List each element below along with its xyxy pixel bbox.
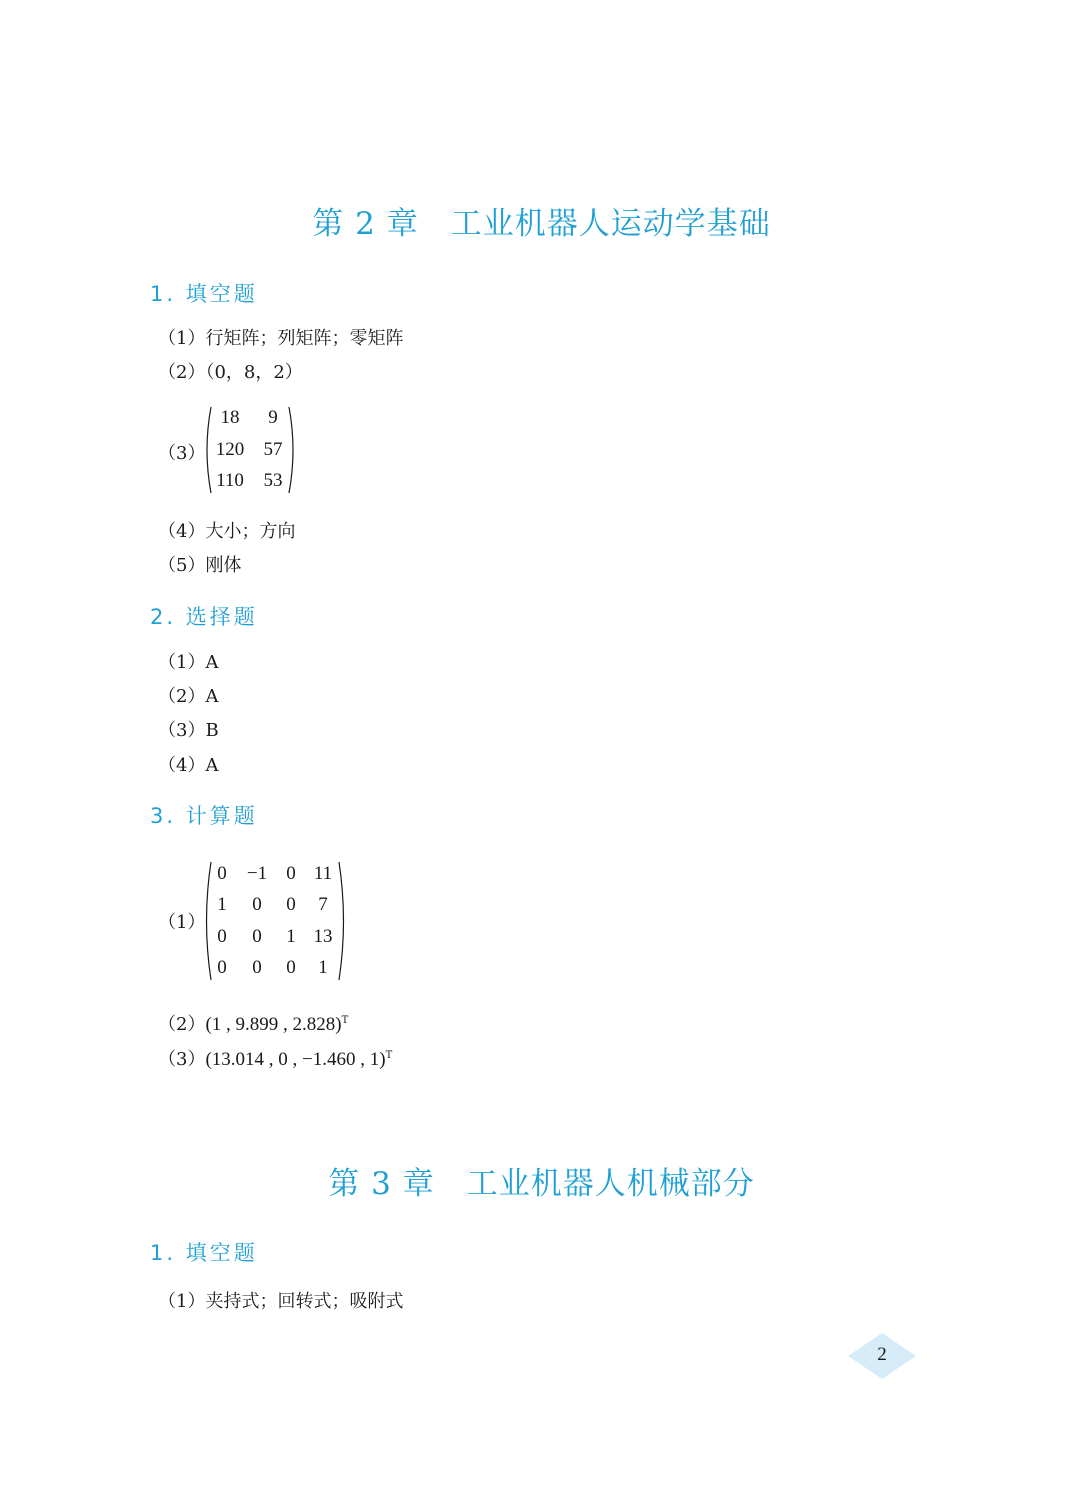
- matrix-4x4: [200, 859, 350, 983]
- transpose-mark: T: [341, 1015, 349, 1026]
- matrix-cell: 0: [252, 894, 262, 915]
- matrix-cell: 11: [313, 863, 333, 884]
- answer-line: （4）大小；方向: [158, 521, 296, 542]
- matrix-cell: 0: [217, 957, 227, 978]
- matrix-cell: 0: [217, 926, 227, 947]
- answer-line: （4）A: [158, 755, 219, 776]
- answer-label: （3）: [158, 1049, 206, 1070]
- section-calculation-heading: 3. 计算题: [150, 804, 258, 828]
- answer-line: （1）夹持式；回转式；吸附式: [158, 1291, 404, 1312]
- matrix-cell: 0: [286, 957, 296, 978]
- matrix-cell: −1: [246, 863, 268, 884]
- matrix-cell: 0: [252, 926, 262, 947]
- matrix-cell: 0: [286, 894, 296, 915]
- matrix-cell: 9: [268, 407, 278, 428]
- answer-line: （1）行矩阵；列矩阵；零矩阵: [158, 328, 404, 349]
- page-number: 2: [877, 1344, 887, 1365]
- answer-label: （1）: [158, 912, 206, 933]
- matrix-cell: 0: [252, 957, 262, 978]
- matrix-cell: 1: [286, 926, 296, 947]
- matrix-cell: 18: [220, 407, 240, 428]
- chapter-2-title: 第 2 章 工业机器人运动学基础: [312, 206, 771, 242]
- matrix-cell: 110: [216, 470, 244, 491]
- chapter-3-title: 第 3 章 工业机器人机械部分: [328, 1166, 755, 1202]
- matrix-3x2: [200, 404, 300, 496]
- matrix-cell: 53: [263, 470, 283, 491]
- answer-label: （2）: [158, 1014, 206, 1035]
- matrix-cell: 7: [318, 894, 328, 915]
- answer-line: （5）刚体: [158, 555, 242, 576]
- matrix-cell: 0: [217, 863, 227, 884]
- vector-expression: (1 , 9.899 , 2.828): [205, 1014, 342, 1035]
- matrix-cell: 0: [286, 863, 296, 884]
- matrix-cell: 120: [215, 439, 245, 460]
- matrix-cell: 1: [217, 894, 227, 915]
- vector-expression: (13.014 , 0 , −1.460 , 1): [205, 1049, 386, 1070]
- answer-line: （2）（0，8，2）: [158, 362, 303, 383]
- answer-line: [158, 1045, 392, 1071]
- section-choice-heading: 2. 选择题: [150, 605, 258, 629]
- matrix-cell: 13: [313, 926, 333, 947]
- page-number-badge: [846, 1331, 918, 1381]
- answer-line: （2）A: [158, 686, 219, 707]
- section-fill-in-heading: 1. 填空题: [150, 282, 258, 306]
- answer-label: （3）: [158, 443, 206, 464]
- matrix-cell: 57: [263, 439, 283, 460]
- transpose-mark: T: [385, 1050, 393, 1061]
- answer-line: （1）A: [158, 652, 219, 673]
- answer-line: [158, 1010, 348, 1036]
- matrix-cell: 1: [318, 957, 328, 978]
- answer-line: （3）B: [158, 720, 219, 741]
- section-fill-in-heading: 1. 填空题: [150, 1241, 258, 1265]
